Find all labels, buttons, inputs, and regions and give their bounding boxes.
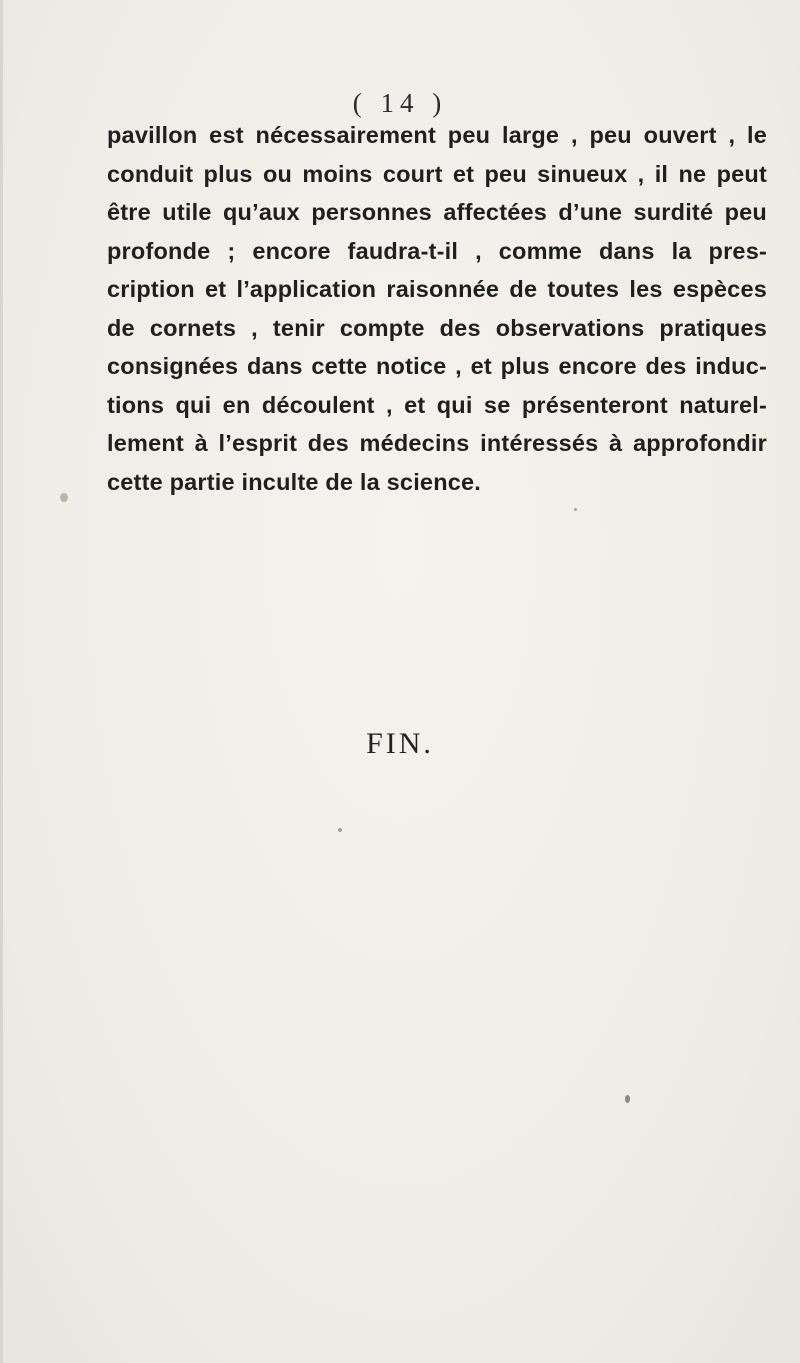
text-line: profonde ; encore faudra-t-il , comme dans la pres- [107, 237, 767, 264]
text-line: cription et l’application raisonnée de toutes les espèces [107, 276, 767, 302]
page-number: ( 14 ) [352, 88, 448, 118]
text-line: être utile qu’aux personnes affectées d’une surdité peu [107, 199, 767, 225]
text-line: de cornets , tenir compte des observations pratiques [107, 314, 767, 341]
paper-speck [574, 508, 577, 511]
text-line: consignées dans cette notice , et plus encore des induc- [107, 353, 767, 379]
body-text [107, 116, 767, 501]
paper-speck [625, 1095, 630, 1103]
paper-speck [60, 493, 68, 502]
text-line: pavillon est nécessairement peu large , peu ouvert , le [107, 122, 767, 148]
paper-speck [338, 828, 342, 832]
text-line: cette partie inculte de la science. [107, 468, 482, 495]
end-mark: FIN. [366, 727, 434, 760]
text-line: lement à l’esprit des médecins intéressés à approfondir [107, 430, 767, 456]
page-edge [0, 0, 3, 1363]
text-line: conduit plus ou moins court et peu sinueux , il ne peut [107, 160, 767, 187]
text-line: tions qui en découlent , et qui se présenteront naturel- [107, 391, 767, 418]
